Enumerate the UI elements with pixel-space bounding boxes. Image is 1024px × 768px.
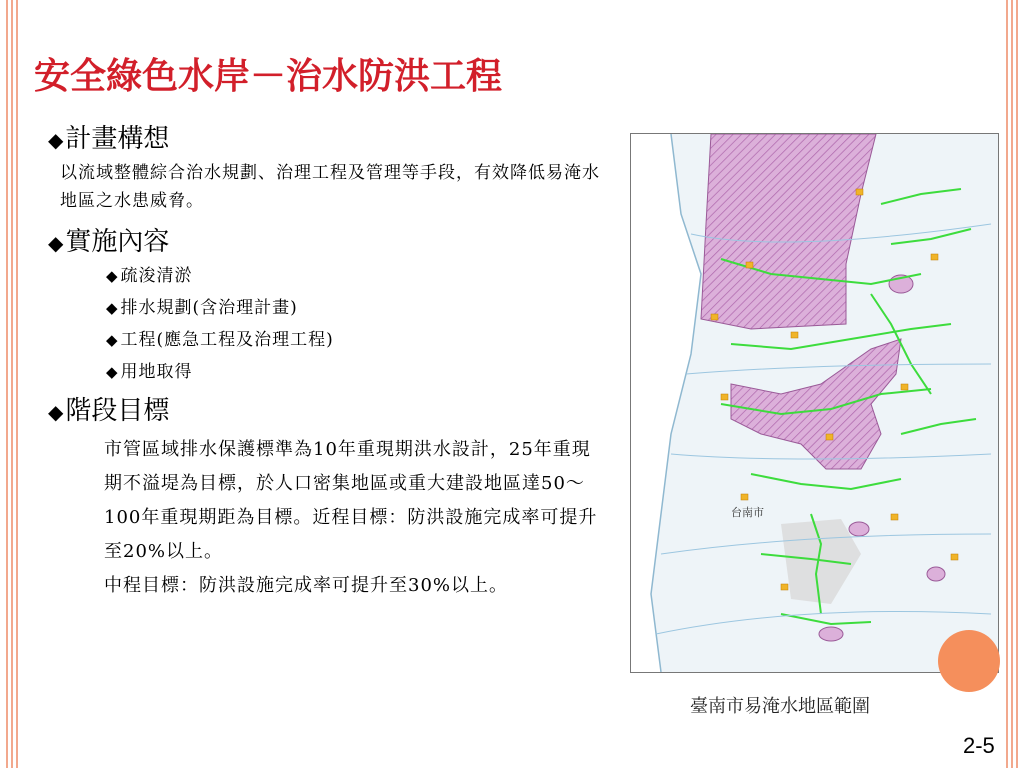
implementation-item: ◆ 用地取得 [106, 362, 193, 382]
slide-title: 安全綠色水岸－治水防洪工程 [34, 56, 503, 97]
goals-paragraph: 市管區域排水保護標準為10年重現期洪水設計，25年重現期不溢堤為目標，於人口密集地區或重大建設地區達50～100年重現期距為目標。近程目標：防洪設施完成率可提升至20%以上。 [104, 439, 598, 562]
diamond-bullet-icon: ◆ [106, 299, 119, 317]
flood-prone-area-map [630, 133, 999, 673]
implementation-item: ◆ 疏浚清淤 [106, 266, 193, 286]
section-heading-goals: ◆階段目標 [48, 396, 170, 426]
decorative-circle [938, 630, 1000, 692]
plan-description: 以流域整體綜合治水規劃、治理工程及管理等手段，有效降低易淹水地區之水患威脅。 [60, 163, 600, 211]
diamond-bullet-icon: ◆ [48, 231, 64, 255]
diamond-bullet-icon: ◆ [48, 128, 64, 152]
diamond-bullet-icon: ◆ [48, 400, 64, 424]
map-illustration [631, 134, 998, 672]
implementation-item: ◆ 排水規劃(含治理計畫) [106, 298, 298, 318]
diamond-bullet-icon: ◆ [106, 363, 119, 381]
slide-content [48, 122, 608, 603]
page-number: 2-5 [963, 733, 995, 758]
right-stripe-3 [1016, 0, 1018, 768]
city-label: 台南市 [731, 506, 764, 519]
implementation-item: ◆ 工程(應急工程及治理工程) [106, 330, 334, 350]
section-heading-plan: ◆計畫構想 [48, 124, 170, 154]
left-stripe-2 [11, 0, 13, 768]
diamond-bullet-icon: ◆ [106, 267, 119, 285]
left-stripe-3 [16, 0, 18, 768]
left-stripe-1 [6, 0, 8, 768]
section-heading-implementation: ◆實施內容 [48, 227, 170, 257]
diamond-bullet-icon: ◆ [106, 331, 119, 349]
right-stripe-1 [1006, 0, 1008, 768]
right-stripe-2 [1011, 0, 1013, 768]
goals-midterm: 中程目標：防洪設施完成率可提升至30%以上。 [104, 575, 509, 596]
map-caption: 臺南市易淹水地區範圍 [690, 696, 870, 717]
